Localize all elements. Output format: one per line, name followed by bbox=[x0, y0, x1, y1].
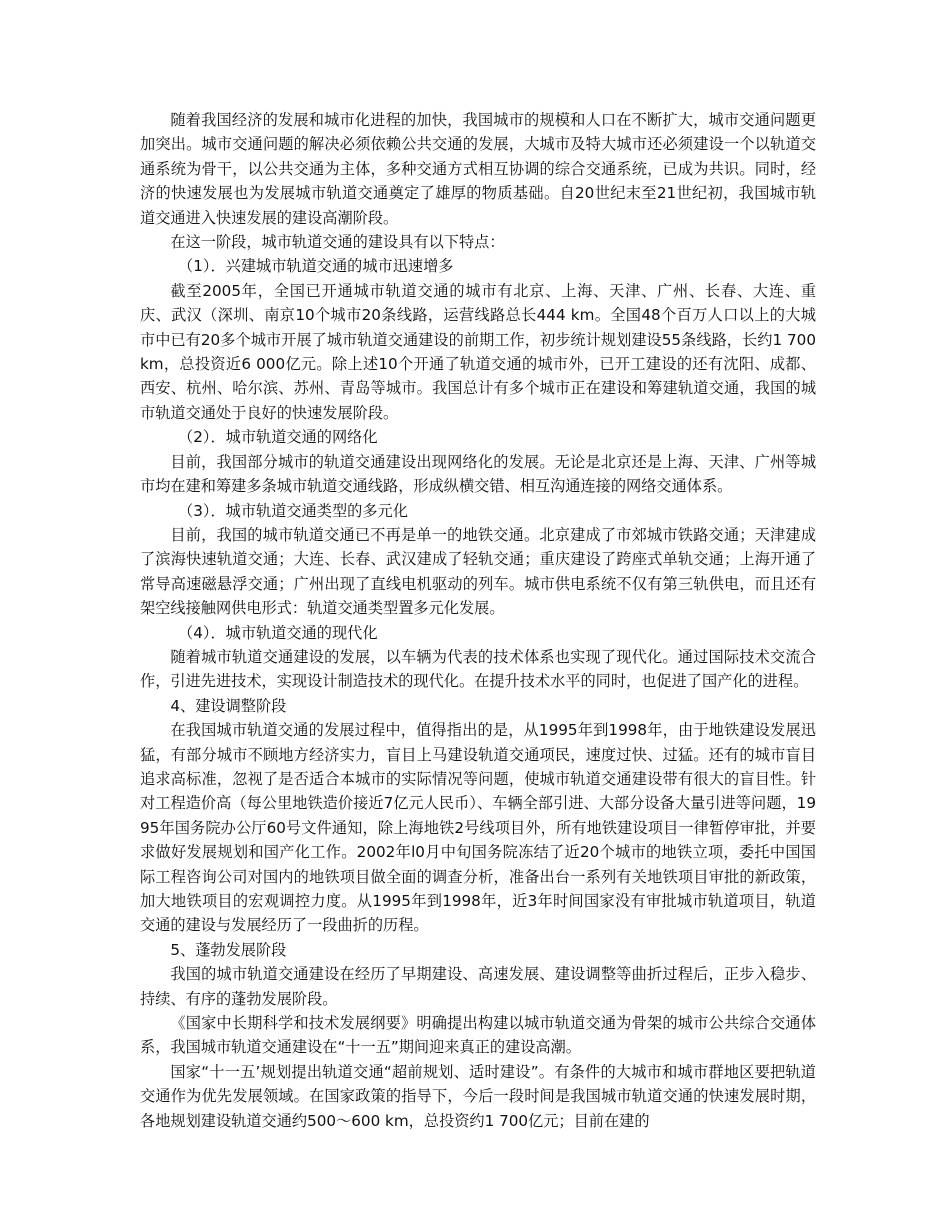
section-heading-5: 5、蓬勃发展阶段 bbox=[170, 940, 287, 959]
section-paragraph-5c: 国家“十一五’规划提出轨道交通“超前规划、适时建设”。有条件的大城市和城市群地区要把轨道交通作为优先发展领域。在国家政策的指导下，今后一段时间是我国城市轨道交通的快速发展时期，各地规划建设轨道交通约500～600 km，总投资约1 700亿元；目前在建的 bbox=[140, 1062, 816, 1130]
feature-paragraph-3: 目前，我国的城市轨道交通已不再是单一的地铁交通。北京建成了市郊城市铁路交通；天津建成了滨海快速轨道交通；大连、长春、武汉建成了轻轨交通；重庆建设了跨座式单轨交通；上海开通了常导高速磁悬浮交通；广州出现了直线电机驱动的列车。城市供电系统不仅有第三轨供电，而且还有架空线接触网供电形式：轨道交通类型置多元化发展。 bbox=[140, 525, 816, 618]
document-body bbox=[140, 108, 816, 1133]
section-paragraph-5b: 《国家中长期科学和技术发展纲要》明确提出构建以城市轨道交通为骨架的城市公共综合交通体系，我国城市轨道交通建设在“十一五”期间迎来真正的建设高潮。 bbox=[140, 1014, 816, 1057]
section-paragraph-4: 在我国城市轨道交通的发展过程中，值得指出的是，从1995年到1998年，由于地铁建设发展迅猛，有部分城市不顾地方经济实力，盲目上马建设轨道交通项民，速度过快、过猛。还有的城市盲目追求高标准，忽视了是否适合本城市的实际情况等问题，使城市轨道交通建设带有很大的盲目性。针对工程造价高（每公里地铁造价接近7亿元人民币）、车辆全部引进、大部分设备大量引进等问题，1995年国务院办公厅60号文件通知，除上海地铁2号线项目外，所有地铁建设项目一律暂停审批，并要求做好发展规划和国产化工作。2002年l0月中旬国务院冻结了近20个城市的地铁立项，委托中国国际工程咨询公司对国内的地铁项目做全面的调查分析，准备出台一系列有关地铁项目审批的新政策，加大地铁项目的宏观调控力度。从1995年到1998年，近3年时间国家没有审批城市轨道项目，轨道交通的建设与发展经历了一段曲折的历程。 bbox=[140, 721, 816, 935]
feature-heading-2: （2）．城市轨道交通的网络化 bbox=[178, 428, 378, 447]
intro-paragraph: 随着我国经济的发展和城市化进程的加快，我国城市的规模和人口在不断扩大，城市交通问题更加突出。城市交通问题的解决必须依赖公共交通的发展，大城市及特大城市还必须建设一个以轨道交通系统为骨干，以公共交通为主体，多种交通方式相互协调的综合交通系统，已成为共识。同时，经济的快速发展也为发展城市轨道交通奠定了雄厚的物质基础。自20世纪末至21世纪初，我国城市轨道交通进入快速发展的建设高潮阶段。 bbox=[140, 111, 816, 227]
feature-heading-3: （3）．城市轨道交通类型的多元化 bbox=[178, 501, 408, 520]
section-heading-4: 4、建设调整阶段 bbox=[170, 696, 287, 715]
feature-heading-1: （1）．兴建城市轨道交通的城市迅速增多 bbox=[178, 257, 454, 276]
features-intro-paragraph: 在这一阶段，城市轨道交通的建设具有以下特点： bbox=[170, 233, 505, 252]
feature-paragraph-2: 目前，我国部分城市的轨道交通建设出现网络化的发展。无论是北京还是上海、天津、广州等城市均在建和筹建多条城市轨道交通线路，形成纵横交错、相互沟通连接的网络交通体系。 bbox=[140, 452, 816, 496]
section-paragraph-5a: 我国的城市轨道交通建设在经历了早期建设、高速发展、建设调整等曲折过程后，正步入稳步、持续、有序的蓬勃发展阶段。 bbox=[140, 965, 816, 1008]
feature-paragraph-4: 随着城市轨道交通建设的发展，以车辆为代表的技术体系也实现了现代化。通过国际技术交流合作，引进先进技术，实现设计制造技术的现代化。在提升技术水平的同时，也促进了国产化的进程。 bbox=[140, 647, 816, 691]
feature-paragraph-1: 截至2005年，全国已开通城市轨道交通的城市有北京、上海、天津、广州、长春、大连、重庆、武汉（深圳、南京10个城市20条线路，运营线路总长444 km。全国48个百万人口以上的大城市中已有20多个城市开展了城市轨道交通建设的前期工作，初步统计规划建设55条线路，长约1 700 km，总投资近6 000亿元。除上述10个开通了轨道交通的城市外，已开工建设的还有沈阳、成都、西安、杭州、哈尔滨、苏州、青岛等城市。我国总计有多个城市正在建设和筹建轨道交通，我国的城市轨道交通处于良好的快速发展阶段。 bbox=[140, 281, 816, 422]
feature-heading-4: （4）．城市轨道交通的现代化 bbox=[178, 623, 378, 642]
